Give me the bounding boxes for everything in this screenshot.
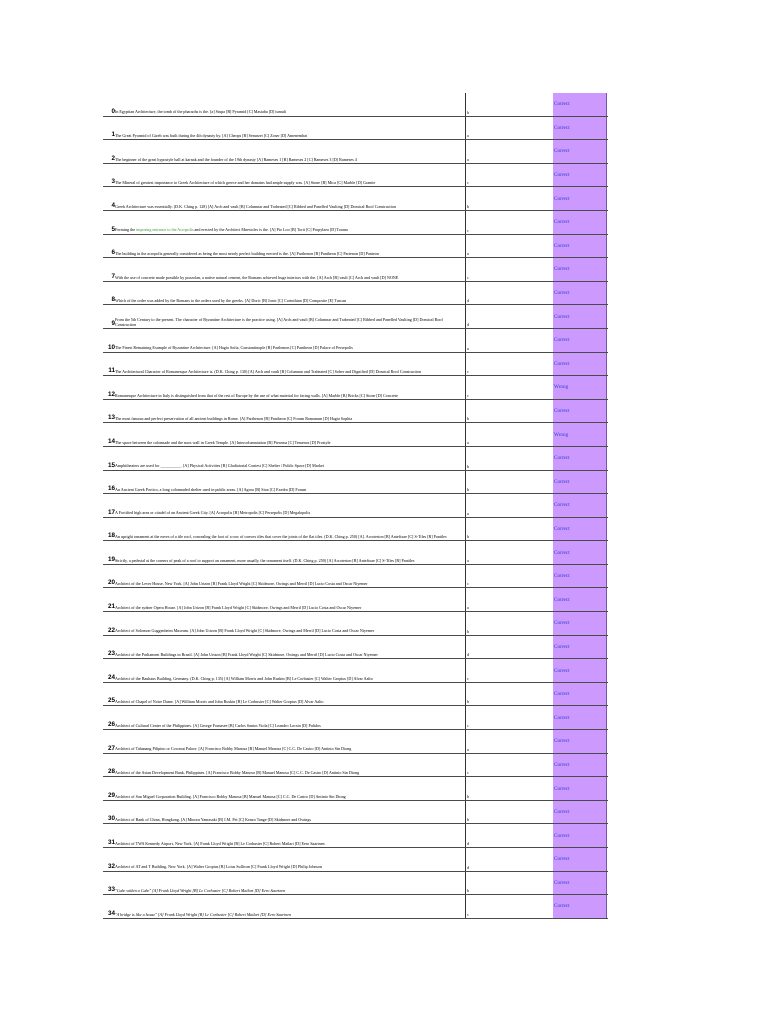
column-divider [465,423,466,446]
column-divider [465,706,466,729]
result-cell[interactable] [553,612,607,635]
answer-cell[interactable]: d [467,321,470,327]
answer-cell[interactable]: c [467,770,469,776]
column-divider [465,376,466,399]
result-label: Correct [554,856,570,863]
row-number: 31 [107,839,115,846]
row-number: 32 [107,862,115,870]
result-cell[interactable] [553,282,607,305]
result-label: Correct [554,408,570,415]
answer-cell[interactable]: d [467,841,470,846]
question-cell[interactable]: Architect of TWA Kennedy Airport, New York. [A] Frank Lloyd Wright [B] Le Corbusier [C] Robert Mailart [D] Eero Saarinen [115,840,325,846]
question-cell[interactable]: Romanesque Architecture in Italy is distinguished from that of the rest of Europe by the use of what material for facing walls. [A] Marble [B] Bricks [C] Stone [D] Concrete [115,392,398,398]
row-number: 14 [107,437,115,445]
answer-cell[interactable]: c [467,911,469,917]
table-row [103,541,608,565]
question-cell[interactable]: The building in the acropolis generally considered as being the most nearly perfect building erected is the. [A] Parthenon [B] Pantheon [C] Partenon [D] Panteon [115,250,379,256]
answer-cell[interactable]: c [467,180,469,186]
question-cell[interactable]: The beginner of the great hypostyle hall at karnak and the founder of the 19th dynasty [A] Rameses 1 [B] Rameses 2 [C] Rameses 3 [D] Rameses 4 [115,156,357,162]
result-cell[interactable] [553,140,607,163]
result-label: Correct [554,148,570,155]
answer-cell[interactable]: d [467,652,470,658]
table-row [103,683,608,707]
table-row [103,612,608,636]
result-label: Correct [554,360,570,367]
question-cell[interactable]: Architect of Solomon Guggenheim Museum. [A] John Urtzon [B] Frank Lloyd Wright [C] Skidmore, Owings and Merril [D] Lucio Costa and Oscar Niyemer [115,628,375,634]
answer-cell[interactable]: b [467,203,470,209]
column-divider [465,117,466,140]
answer-cell[interactable]: b [467,463,470,469]
row-number: 29 [107,791,115,799]
question-cell[interactable]: From the 5th Century to the present, The character of Byzantine Architecture is the practice using. [A] Arch and vault [B] Columnar and Trabeated [C] Ribbed and Panelled Vaulting [D] Domical Roof Construction [115,316,443,327]
table-row [103,801,608,825]
table-row [103,235,608,259]
question-cell[interactable]: An Ancient Greek Portico, a long colonnaded shelter used in public areas. [A] Agora [B] Stoa [C] Exedra [D] Forum [115,486,307,492]
result-label: Correct [554,643,570,650]
row-number: 8 [111,296,115,304]
column-divider [465,565,466,588]
result-label: Correct [554,337,570,344]
result-label: Correct [554,761,570,768]
column-divider [465,754,466,777]
column-divider [465,211,466,234]
column-divider [465,258,466,281]
column-divider [465,541,466,564]
result-label: Correct [554,879,570,886]
answer-cell[interactable]: b [467,534,470,540]
result-label: Correct [554,667,570,674]
question-cell[interactable]: The Finest Remaining Example of Byzantine Architecture. [A] Hagia Sofia, Constantinople [B] Parthenon [C] Pantheon [D] Palace of Persepolis [115,345,353,351]
answer-cell[interactable]: b [467,416,470,422]
result-label: Wrong [554,431,569,438]
table-row [103,164,608,188]
question-cell[interactable]: The Great Pyramid of Gizeh was built during the 4th dynasty by. [A] Cheops [B] Senusret [C] Zoser [D] Amenemhat [115,132,308,138]
answer-cell[interactable]: b [467,793,470,799]
column-divider [465,305,466,328]
row-number: 2 [111,154,115,162]
result-label: Correct [554,219,570,226]
column-divider [465,518,466,541]
table-row [103,848,608,872]
answer-cell[interactable]: a [467,345,469,351]
answer-cell[interactable]: c [467,581,469,587]
result-cell[interactable] [553,494,607,517]
question-cell[interactable]: Architect of the Parliament Buildings in Brazil. [A] John Urtzon [B] Frank Lloyd Wright [C] Skidmore, Owings and Merril [D] Lucio Costa and Oscar Niyemer [115,652,378,658]
table-row [103,447,608,471]
table-row [103,423,608,447]
table-row [103,329,608,353]
result-label: Correct [554,101,570,108]
result-label: Correct [554,124,570,131]
result-cell[interactable] [553,824,607,847]
question-cell[interactable]: Greek Architecture was essentially. (D.K. Ching p. 128) [A] Arch and vault [B] Columnar and Trabeated [C] Ribbed and Panelled Vaulting [D] Domical Roof Construction [115,203,396,209]
result-label: Correct [554,832,570,839]
row-number: 30 [107,815,115,823]
result-cell[interactable] [553,683,607,706]
result-cell[interactable] [553,659,607,682]
question-cell[interactable]: Architect of Cultural Center of the Philippines. [A] George Fornasee [B] Carlos Santos Viola [C] Leandro Locsin [D] Pulidos [115,722,321,728]
quiz-table [103,93,608,919]
question-cell[interactable]: The most famous and perfect preservation of all ancient buildings in Rome. [A] Parthenon [B] Pantheon [C] Forum Romanum [D] Hagia Sophia [115,416,353,422]
column-divider [465,659,466,682]
result-label: Correct [554,455,570,462]
result-cell[interactable] [553,187,607,210]
result-cell[interactable] [553,353,607,376]
result-cell[interactable] [553,447,607,470]
question-cell[interactable]: "A bridge is like a house" [A] Frank Lloyd Wright [B] Le Corbusier [C] Robert Mailart [D] Eero Saarinen [115,911,292,917]
table-row [103,636,608,660]
question-cell[interactable]: An upright ornament at the eaves of a tile roof, concealing the foot of a row of convex tiles that cover the joints of the flat tiles. (D.K. Ching p. 250) [A]. Acroterion [B] Antefixae [C] S-Tiles [B] Pantiles [115,534,447,540]
column-divider [465,494,466,517]
table-row [103,706,608,730]
result-cell[interactable] [553,258,607,281]
row-number: 21 [107,603,115,611]
answer-cell[interactable]: c [467,227,469,233]
highlighted-text: imposing entrance to the Acropolis [136,227,194,233]
result-label: Correct [554,809,570,816]
column-divider [465,329,466,352]
answer-cell[interactable]: c [467,723,469,729]
result-cell[interactable] [553,211,607,234]
column-divider [465,471,466,494]
question-cell[interactable]: Architect of San Miguel Corporation Building. [A] Francisco Bobby Manosa [B] Manuel Manosa [C] C.C. De Castro [D] Antinio Sin Diong [115,793,346,799]
row-number: 26 [107,721,115,729]
row-number: 18 [107,532,115,540]
column-divider [465,895,466,918]
result-cell[interactable] [553,588,607,611]
result-cell[interactable] [553,706,607,729]
answer-cell[interactable]: b [467,487,470,493]
column-divider [465,683,466,706]
answer-cell[interactable]: d [467,298,470,304]
table-row [103,211,608,235]
question-cell[interactable]: The Mineral of greatest importance to Greek Architecture of which greece and her domains had ample supply was. [A] Stone [B] Mica [C] Marble [D] Granite [115,180,376,186]
row-number: 25 [107,697,115,705]
question-cell[interactable]: Architect of Chapel of Notre Dame. [A] William Morris and John Ruskin [B] Le Corbusier [C] Walter Gropius [D] Alvar Aalto [115,699,324,705]
result-cell[interactable] [553,235,607,258]
table-row [103,659,608,683]
answer-cell[interactable]: a [467,133,469,139]
row-number: 34 [107,909,115,917]
table-row [103,824,608,848]
result-label: Correct [554,502,570,509]
result-label: Correct [554,266,570,273]
question-cell[interactable]: Which of the order was added by the Romans to the orders used by the greeks. [A] Doric [B] Ionic [C] Corinthian [D] Composite [E] Tuscan [115,298,347,304]
result-cell[interactable] [553,376,607,399]
question-cell[interactable]: Architect of Tahanang Pilipino or Coconut Palace. [A] Francisco Bobby Manosa [B] Manuel Manosa [C] C.C. De Castro [D] Antinio Sin Diong [115,746,352,752]
result-cell[interactable] [553,848,607,871]
result-cell[interactable] [553,636,607,659]
column-divider [465,801,466,824]
question-cell[interactable]: Architect of the Bauhaus Building, Germany. (D.K. Ching p. 135) [A] William Morris and John Ruskin [B] Le Corbusier [C] Walter Gropius [D] Alvar Aalto [115,675,373,681]
table-row [103,187,608,211]
result-cell[interactable] [553,777,607,800]
result-label: Correct [554,738,570,745]
row-number: 33 [107,886,115,894]
row-number: 7 [111,272,115,280]
table-row [103,471,608,495]
row-number: 16 [107,485,115,493]
result-cell[interactable] [553,565,607,588]
result-label: Correct [554,172,570,179]
table-row [103,282,608,306]
result-label: Correct [554,691,570,698]
answer-cell[interactable]: c [467,392,469,398]
row-number: 13 [107,414,115,422]
result-cell[interactable] [553,423,607,446]
column-divider [465,400,466,423]
column-divider [465,282,466,305]
answer-cell[interactable]: a [467,510,469,516]
row-number: 10 [107,343,115,351]
table-row [103,353,608,377]
result-label: Correct [554,549,570,556]
answer-cell[interactable]: c [467,369,469,375]
column-divider [465,140,466,163]
result-label: Correct [554,596,570,603]
result-label: Correct [554,785,570,792]
row-number: 9 [111,319,115,327]
column-divider [465,235,466,258]
table-row [103,140,608,164]
question-cell[interactable]: Architect of the Lever House, New York. [A] John Urtzon [B] Frank Lloyd Wright [C] Skidmore, Owings and Merril [D] Lucio Costa and Oscar Niyemer [115,581,368,587]
question-cell[interactable]: "Cube within a Cube" [A] Frank Lloyd Wright [B] Le Corbusier [C] Robert Mailart [D] Eero Saarinen [115,887,286,893]
row-number: 19 [107,555,115,563]
question-cell[interactable] [115,227,464,232]
row-number: 24 [107,673,115,681]
column-divider [465,588,466,611]
question-cell[interactable]: In Egyptian Architecture, the tomb of the pharaohs is the. [a] Stupa [B] Pyramid [C] Mastaba [D] tumuli [115,109,287,115]
result-cell[interactable] [553,518,607,541]
result-label: Correct [554,620,570,627]
answer-cell[interactable]: a [467,439,469,445]
column-divider [465,353,466,376]
column-divider [465,187,466,210]
row-number: 6 [111,249,115,257]
column-divider [465,93,466,116]
question-cell[interactable]: Architect of the Asian Development Bank, Philippines. [A] Francisco Bobby Manosa [B] Manuel Manosa [C] C.C. De Castro [D] Antinio Sin Diong [115,770,360,776]
answer-cell[interactable]: b [467,699,470,705]
row-number: 23 [107,650,115,658]
question-cell[interactable]: Architect of the sydner Opera House. [A] John Urtzon [B] Frank Lloyd Wright [C] Skidmore, Owings and Merril [D] Lucio Costa and Oscar Niyemer [115,604,362,610]
column-divider [465,824,466,847]
answer-cell[interactable]: c [467,675,469,681]
column-divider [465,872,466,895]
table-row [103,777,608,801]
column-divider [465,777,466,800]
table-row [103,588,608,612]
result-cell[interactable] [553,754,607,777]
answer-cell[interactable]: a [467,557,469,563]
answer-cell[interactable]: b [467,109,470,115]
result-label: Correct [554,525,570,532]
table-row [103,376,608,400]
result-label: Correct [554,714,570,721]
column-divider [465,612,466,635]
result-cell[interactable] [553,305,607,328]
row-number: 27 [107,744,115,752]
result-cell[interactable] [553,471,607,494]
row-number: 11 [108,367,115,375]
table-row [103,754,608,778]
table-row [103,518,608,542]
table-row [103,400,608,424]
answer-cell[interactable]: a [467,251,469,257]
row-number: 17 [107,508,115,516]
row-number: 15 [107,461,115,469]
result-label: Correct [554,478,570,485]
table-row [103,872,608,896]
table-row [103,895,608,919]
question-cell[interactable]: With the use of concrete made possible by pozzolan, a native natural cement, the Romans achieved huge interiors with the. [A] Arch [B] vault [C] Arch and vault [D] NONE [115,274,399,280]
answer-cell[interactable]: a [467,156,469,162]
row-number: 0 [111,107,115,115]
result-label: Correct [554,573,570,580]
question-cell[interactable]: The Architectural Character of Romanesque Architecture is. (D.K. Ching p. 130) [A] Arch and vault [B] Columnar and Trabeated [C] Sober and Dignified [D] Domical Roof Construction [115,368,422,374]
result-cell[interactable] [553,117,607,140]
result-cell[interactable] [553,541,607,564]
column-divider [465,447,466,470]
answer-cell[interactable]: d [467,864,470,870]
row-number: 28 [107,768,115,776]
result-cell[interactable] [553,400,607,423]
answer-cell[interactable]: a [467,605,469,611]
answer-cell[interactable]: b [467,888,470,894]
row-number: 12 [107,390,115,398]
table-row [103,730,608,754]
table-row [103,565,608,589]
result-cell[interactable] [553,801,607,824]
row-number: 22 [107,626,115,634]
result-label: Correct [554,313,570,320]
result-label: Correct [554,290,570,297]
result-label: Correct [554,195,570,202]
table-row [103,494,608,518]
question-cell[interactable]: Amphitheaters are used for __________. [A] Physical Activities [B] Gladiatorial Contest [C] Shelter / Public Space [D] Market [115,463,324,469]
result-cell[interactable] [553,329,607,352]
result-cell[interactable] [553,895,607,918]
table-row [103,258,608,282]
column-divider [465,164,466,187]
result-cell[interactable] [553,164,607,187]
row-number: 4 [111,201,115,209]
column-divider [465,848,466,871]
question-text: and erected by the Architect Mnesicles is the. [A] Pio Loo [B] Torii [C] Propylaea [D] Torana [193,227,348,233]
answer-cell[interactable]: b [467,628,470,634]
question-cell[interactable]: Strictly, a pedestal at the corners of peak of a roof to support an ornament, more usually, the ornament itself. (D.K. Ching p. 250) [A] Acroterion [B] Antefixae [C] S-Tiles [B] Pantiles [115,557,415,563]
table-row [103,93,608,117]
table-row [103,305,608,329]
row-number: 20 [107,579,115,587]
result-cell[interactable] [553,93,607,116]
question-cell[interactable]: The space between the colonnade and the naos wall in Greek Temple. [A] Intercolumniation [B] Pteroma [C] Temenos [D] Prostyle [115,439,331,445]
answer-cell[interactable]: c [467,274,469,280]
answer-cell[interactable]: b [467,817,470,823]
result-cell[interactable] [553,872,607,895]
question-text: Forming the [115,227,137,233]
question-cell[interactable]: Architect of Bank of China, Hongkong. [A] Minoru Yamasaki [B] I.M. Pei [C] Kenzo Tange [D] Skidmore and Owings [115,817,311,823]
column-divider [465,730,466,753]
result-label: Wrong [554,384,569,391]
row-number: 1 [111,131,115,139]
column-divider [465,636,466,659]
result-label: Correct [554,242,570,249]
result-cell[interactable] [553,730,607,753]
question-cell[interactable]: A Fortified high area or citadel of an Ancient Greek City. [A] Acropolis [B] Metropolis [C] Persepolis [D] Megalopolis [115,510,311,516]
row-number: 5 [111,225,115,233]
answer-cell[interactable]: a [467,746,469,752]
result-label: Correct [554,903,570,910]
question-cell[interactable]: Architect of AT and T Building, New York. [A] Walter Gropius [B] Loius Sullivan [C] Frank Lloyd Wright [D] Philip Johnson [115,864,323,870]
table-row [103,117,608,141]
row-number: 3 [111,178,115,186]
